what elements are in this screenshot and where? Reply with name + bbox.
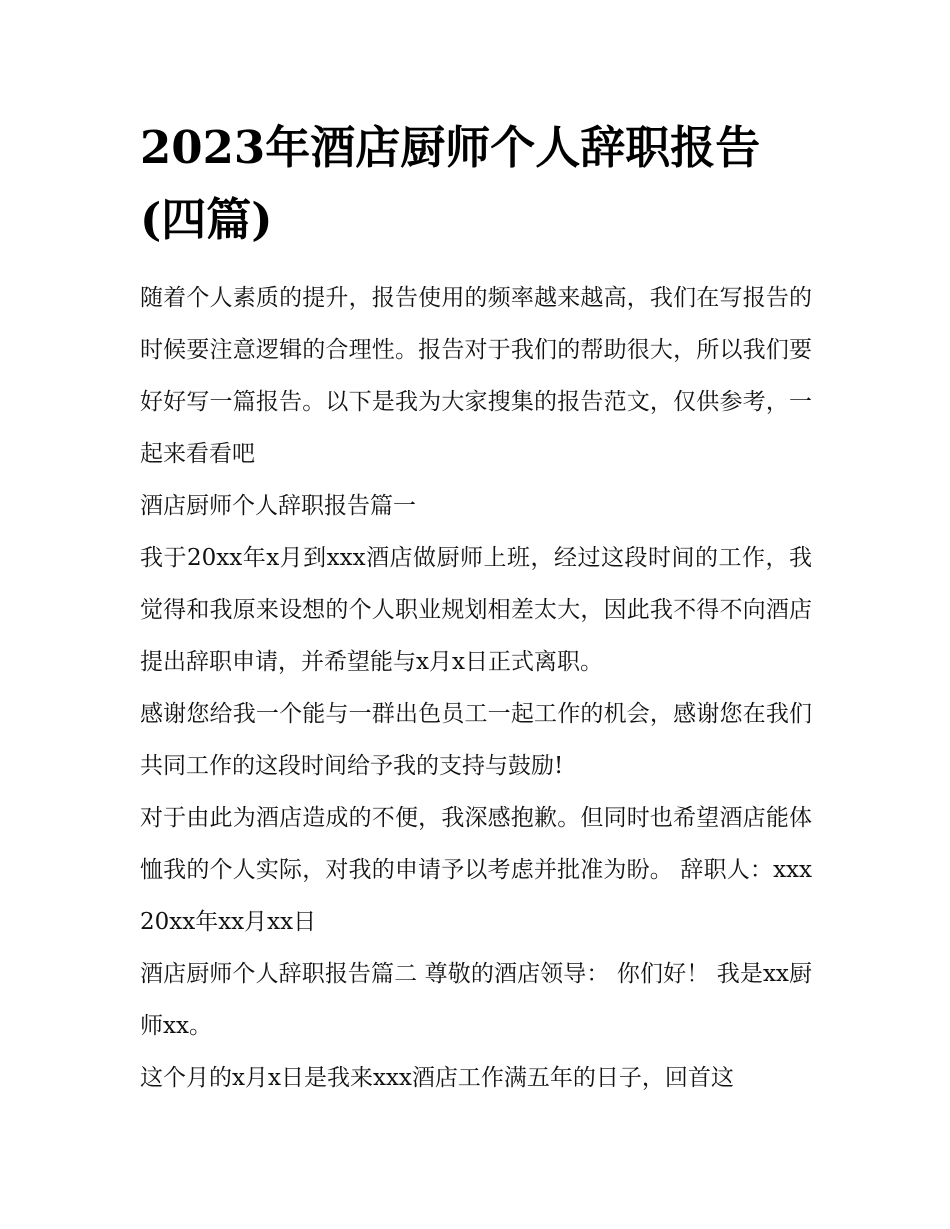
body-paragraph: 我于20xx年x月到xxx酒店做厨师上班，经过这段时间的工作，我觉得和我原来设想的个人职业规划相差太大，因此我不得不向酒店提出辞职申请，并希望能与x月x日正式离职。	[140, 545, 812, 675]
body-paragraph: 对于由此为酒店造成的不便，我深感抱歉。但同时也希望酒店能体恤我的个人实际，对我的申请予以考虑并批准为盼。 辞职人：xxx 20xx年xx月xx日	[140, 805, 812, 935]
body-paragraph: 感谢您给我一个能与一群出色员工一起工作的机会，感谢您在我们共同工作的这段时间给予我的支持与鼓励!	[140, 701, 812, 779]
document-body	[140, 272, 812, 1104]
body-paragraph: 这个月的x月x日是我来xxx酒店工作满五年的日子，回首这	[140, 1065, 734, 1091]
intro-paragraph: 随着个人素质的提升，报告使用的频率越来越高，我们在写报告的时候要注意逻辑的合理性。报告对于我们的帮助很大，所以我们要好好写一篇报告。以下是我为大家搜集的报告范文，仅供参考，一起来看看吧	[140, 285, 812, 467]
document-page	[140, 112, 812, 1104]
section-heading-2: 酒店厨师个人辞职报告篇二 尊敬的酒店领导： 你们好！ 我是xx厨师xx。	[140, 961, 812, 1039]
section-heading-1: 酒店厨师个人辞职报告篇一	[140, 493, 416, 519]
document-title: 2023年酒店厨师个人辞职报告(四篇)	[140, 121, 761, 246]
